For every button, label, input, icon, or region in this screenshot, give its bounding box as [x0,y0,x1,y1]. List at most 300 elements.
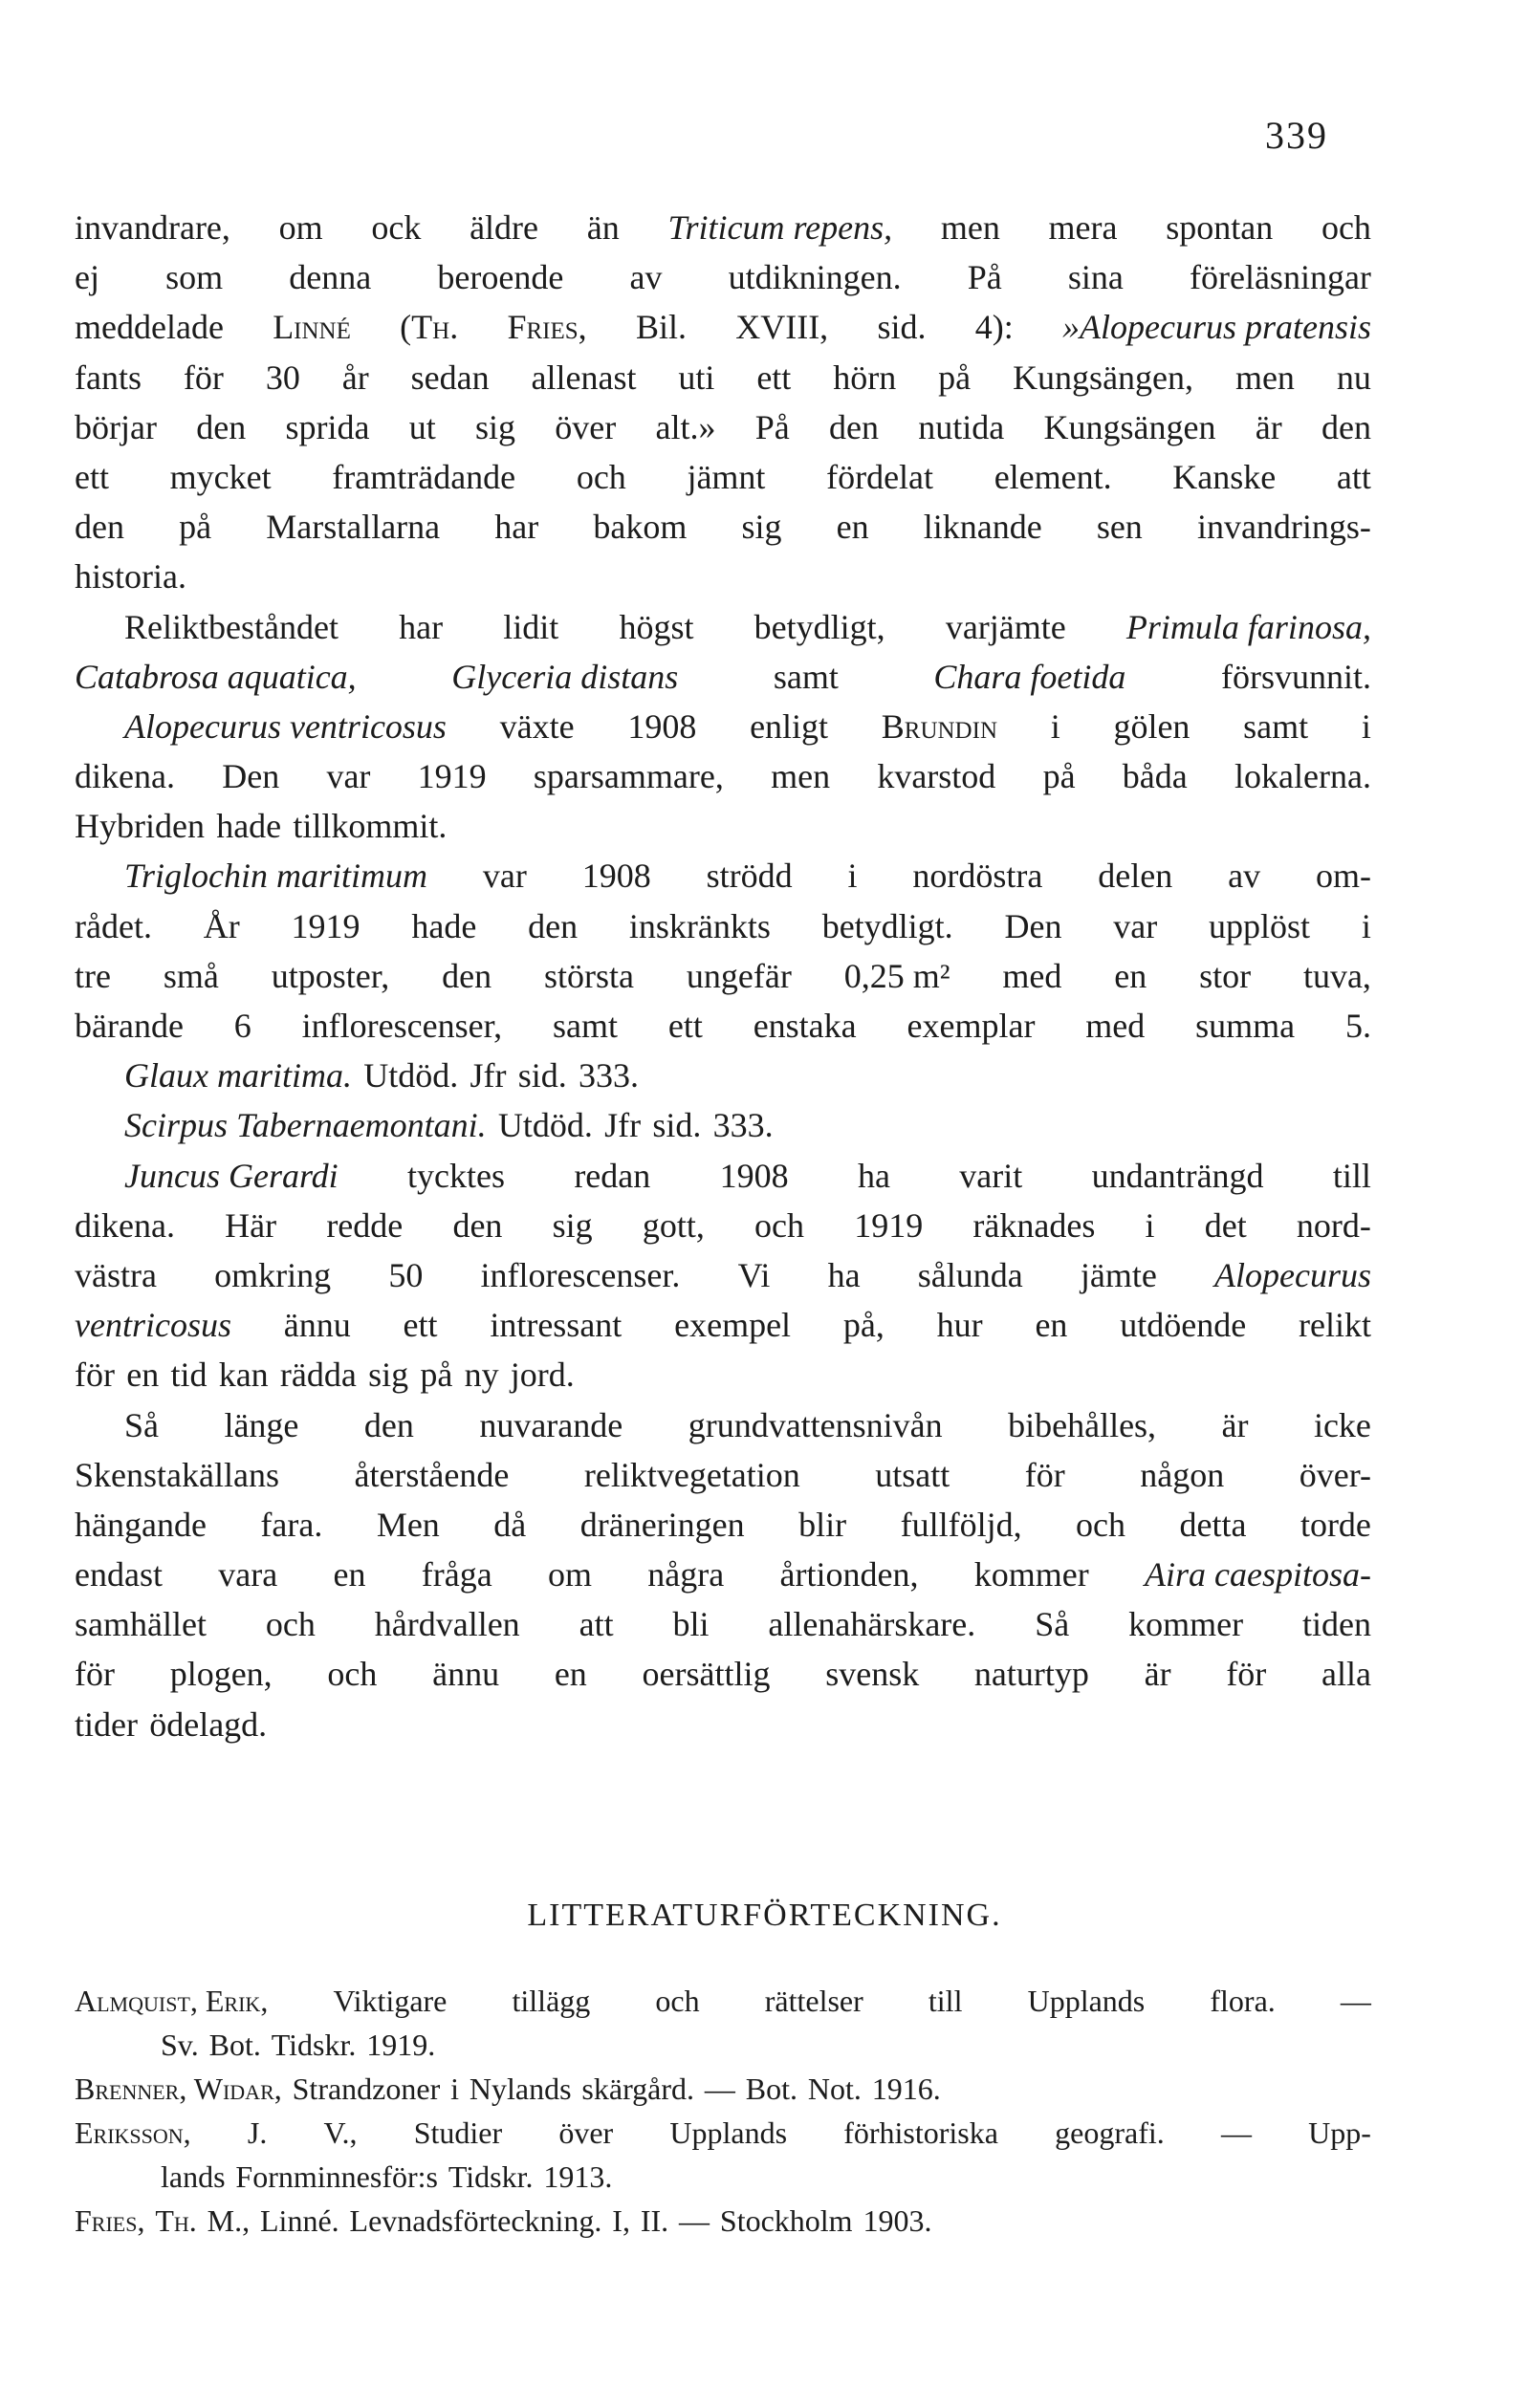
text-segment: Levnadsförteckning. [349,2203,602,2238]
text-segment: 1916. [871,2072,941,2106]
text-segment: och [265,1605,316,1644]
reference-line [75,2023,1371,2067]
text-segment: I, [612,2203,630,2238]
text-segment: På [967,258,1002,297]
text-segment: Upp- [1308,2115,1371,2150]
text-line [75,652,1371,702]
text-segment: plogen, [169,1655,273,1694]
text-segment: reliktvegetation [583,1455,800,1494]
text-segment: På [754,407,790,446]
text-segment: för [75,1356,115,1395]
text-segment: sid. [517,1056,567,1096]
text-segment: återstående [354,1455,510,1494]
text-segment: 1908 [719,1156,789,1195]
text-segment: ett [667,1007,703,1045]
text-segment: delen [1098,857,1173,896]
text-segment: 1919 [291,906,360,945]
text-segment: Th. [155,2203,197,2238]
text-segment: nutida [918,407,1005,446]
text-segment: Kungsängen [1043,407,1216,446]
reference-list [75,1979,1371,2243]
text-segment: detta [1179,1505,1247,1544]
text-segment: 0,25 m² [843,956,950,995]
text-segment: sprida [285,407,370,446]
text-segment: torde [1300,1505,1371,1544]
text-segment: på [938,358,972,397]
text-segment: utsatt [875,1455,950,1494]
text-segment: exempel [674,1306,792,1345]
text-segment: betydligt, [754,607,885,646]
text-segment: och [655,1984,700,2018]
text-segment: ett [403,1306,438,1345]
text-segment: samt [1243,706,1309,746]
text-segment: tuva, [1302,956,1371,995]
text-segment: tider [75,1704,138,1744]
text-segment: och [327,1655,378,1694]
text-segment: om- [1315,857,1371,896]
text-segment: var [482,857,527,896]
text-segment: kvarstod [877,757,996,796]
text-segment: nu [1336,358,1371,397]
text-segment: mera [1048,208,1118,247]
text-segment: år [341,358,369,397]
text-segment: fråga [421,1555,492,1594]
text-segment: den [442,956,492,995]
text-segment: ock [371,208,422,247]
text-segment: hade [411,906,477,945]
text-line [75,602,1371,652]
text-segment: för [1226,1655,1267,1694]
text-segment: tid [170,1356,208,1395]
text-segment: än [586,208,620,247]
text-line [75,901,1371,951]
text-segment: den [363,1405,414,1444]
text-segment: över [558,2115,614,2150]
body-text [75,203,1371,1749]
text-segment: J. [247,2115,268,2150]
text-segment: har [399,607,444,646]
text-segment: på [1042,757,1076,796]
text-segment: — [1340,1984,1371,2018]
text-segment: Men [376,1505,440,1544]
text-segment: omkring [214,1255,332,1294]
text-segment: fants [75,358,142,397]
text-segment: med [1085,1007,1146,1045]
text-line [75,801,1371,851]
text-segment: Not. [807,2072,862,2106]
text-segment: bli [672,1605,710,1644]
text-segment: Triticum repens, [667,208,893,247]
text-segment: svensk [825,1655,920,1694]
text-line [75,1300,1371,1350]
text-segment: för [75,1655,115,1694]
text-segment: Linné [273,308,351,347]
text-segment: är [1221,1405,1249,1444]
text-segment: 1919. [366,2028,436,2062]
text-segment: sid. [652,1106,702,1145]
text-segment: ventricosus [75,1306,231,1345]
text-segment: och [1076,1505,1126,1544]
text-segment: varit [959,1156,1023,1195]
text-segment: växte [499,706,575,746]
text-segment: förhistoriska [843,2115,998,2150]
text-segment: det [1204,1205,1247,1245]
text-segment: en [554,1655,587,1694]
text-segment: tiden [1301,1605,1371,1644]
text-segment: 4): [974,308,1014,347]
text-segment: sig [741,508,782,547]
reference-line [75,2067,1371,2111]
text-segment: årtionden, [779,1555,919,1594]
text-segment: gölen [1113,706,1190,746]
text-segment: tillkommit. [293,807,448,846]
text-segment: Fornminnesför:s [235,2159,438,2194]
text-line [75,851,1371,900]
text-segment: då [493,1505,527,1544]
text-segment: Strandzoner [292,2072,441,2106]
text-line [75,1001,1371,1051]
text-line [75,1550,1371,1599]
text-segment: Aira caespitosa- [1145,1555,1371,1594]
text-segment: alt.» [655,407,716,446]
text-segment: År [203,906,240,945]
text-segment: Jfr [470,1056,507,1096]
text-segment: Triglochin maritimum [124,857,428,896]
text-segment: 333. [578,1056,639,1096]
text-segment: Upplands [669,2115,788,2150]
text-segment: Brundin [881,706,997,746]
text-segment: Alopecurus ventricosus [124,706,447,746]
text-segment: hörn [833,358,897,397]
text-segment: utposter, [271,956,390,995]
text-segment: sig [368,1356,409,1395]
text-segment: nord- [1296,1205,1371,1245]
text-segment: hur [936,1306,983,1345]
text-segment: ännu [283,1306,351,1345]
text-segment: en [333,1555,366,1594]
text-segment: icke [1313,1405,1371,1444]
text-segment: lokalerna. [1234,757,1371,796]
text-segment: Sv. [161,2028,199,2062]
text-segment: 1913. [543,2159,613,2194]
text-line [75,502,1371,552]
text-segment: Studier [413,2115,503,2150]
text-segment: lidit [503,607,559,646]
text-segment: historia. [75,557,186,597]
text-line [75,353,1371,402]
reference-line [75,2111,1371,2155]
text-segment: Primula farinosa, [1125,607,1371,646]
text-segment: tycktes [406,1156,505,1195]
text-segment: Den [222,757,280,796]
text-segment: föreläsningar [1190,258,1371,297]
text-segment: Juncus Gerardi [124,1156,339,1195]
text-segment: 333. [712,1106,774,1145]
text-segment: Marstallarna [266,508,441,547]
text-segment: sparsammare, [533,757,724,796]
reference-line [75,2199,1371,2243]
text-segment: att [1336,457,1371,496]
text-segment: och [1321,208,1371,247]
text-segment: Viktigare [333,1984,448,2018]
text-segment: hängande [75,1505,207,1544]
text-segment: framträdande [332,457,516,496]
text-segment: är [1255,407,1282,446]
text-segment: hade [216,807,282,846]
text-segment: 6 [233,1007,251,1045]
text-segment: Scirpus Tabernaemontani. [124,1106,487,1145]
text-segment: Nylands [469,2072,572,2106]
text-segment: alla [1321,1655,1371,1694]
text-line [75,1700,1371,1749]
text-segment: Skenstakällans [75,1455,279,1494]
text-line [75,1500,1371,1550]
text-segment: element. [994,457,1112,496]
text-segment: sålunda [917,1255,1023,1294]
text-segment: 1908 [581,857,651,896]
text-segment: mycket [169,457,272,496]
text-segment: på, [842,1306,885,1345]
text-segment: ha [827,1255,861,1294]
text-line [75,1450,1371,1500]
text-segment: Bot. [745,2072,797,2106]
text-segment: — [679,2203,710,2238]
text-segment: kommer [973,1555,1089,1594]
text-segment: samt [552,1007,618,1045]
text-segment: beroende [437,258,564,297]
text-segment: naturtyp [973,1655,1089,1694]
text-line [75,1350,1371,1399]
text-segment: meddelade [75,308,224,347]
text-segment: Jfr [604,1106,642,1145]
text-segment: Tidskr. [448,2159,534,2194]
text-segment: — [1220,2115,1252,2150]
text-segment: den [1321,407,1371,446]
text-segment: jord. [510,1356,575,1395]
text-segment: ej [75,258,99,297]
text-segment: för [183,358,224,397]
text-segment: Fries, [507,308,587,347]
page-number: 339 [1265,114,1328,157]
reference-line [75,2155,1371,2199]
text-line [75,1151,1371,1201]
text-line [75,552,1371,601]
text-segment: denna [289,258,372,297]
text-segment: nuvarande [479,1405,623,1444]
text-segment: geografi. [1055,2115,1165,2150]
text-segment: på [420,1356,453,1395]
text-segment: största [544,956,634,995]
text-segment: med [1002,956,1062,995]
text-segment: i [1145,1205,1155,1245]
text-segment: upplöst [1209,906,1311,945]
text-line [75,951,1371,1001]
text-segment: kan [218,1356,269,1395]
text-segment: ny [464,1356,499,1395]
text-segment: redde [326,1205,404,1245]
text-segment: till [928,1984,963,2018]
text-segment: Glyceria distans [451,657,679,696]
text-segment: fara. [260,1505,323,1544]
text-segment: nordöstra [912,857,1043,896]
reference-line [75,1979,1371,2023]
text-segment: på [179,508,212,547]
text-segment: var [1113,906,1158,945]
text-segment: en [836,508,869,547]
text-segment: och [754,1205,805,1245]
text-segment: M., [207,2203,251,2238]
text-segment: spontan [1166,208,1274,247]
text-segment: Glaux maritima. [124,1056,352,1096]
text-segment: små [163,956,219,995]
text-segment: i [1361,906,1371,945]
text-segment: ett [756,358,792,397]
text-line [75,402,1371,452]
text-segment: 1919 [854,1205,924,1245]
text-segment: Eriksson, [75,2115,191,2150]
text-segment: över [555,407,617,446]
text-segment: varjämte [945,607,1066,646]
text-segment: om [547,1555,592,1594]
text-segment: den [829,407,880,446]
text-segment: den [75,508,124,547]
text-segment: och [576,457,626,496]
text-segment: Kungsängen, [1013,358,1194,397]
text-segment: (Th. [400,308,459,347]
text-segment: är [1144,1655,1171,1694]
text-segment: inskränkts [628,906,771,945]
text-segment: hårdvallen [374,1605,520,1644]
text-segment: redan [574,1156,651,1195]
text-line [75,1100,1371,1150]
text-segment: Chara foetida [933,657,1126,696]
text-segment: fullföljd, [900,1505,1022,1544]
text-line [75,1250,1371,1300]
text-line [75,1201,1371,1250]
text-segment: strödd [706,857,793,896]
text-segment: ungefär [686,956,792,995]
text-segment: har [494,508,539,547]
text-segment: en [1035,1306,1068,1345]
text-segment: som [165,258,224,297]
text-segment: jämte [1080,1255,1157,1294]
text-segment: Utdöd. [497,1106,593,1145]
text-segment: i [1361,706,1371,746]
text-segment: grundvattensnivån [688,1405,943,1444]
text-segment: för [1024,1455,1065,1494]
text-segment: Catabrosa aquatica, [75,657,357,696]
text-segment: flora. [1210,1984,1276,2018]
text-segment: fördelat [826,457,934,496]
text-segment: utdöende [1120,1306,1247,1345]
text-segment: stor [1199,956,1252,995]
text-segment: Fries, [75,2203,145,2238]
text-segment: allenast [531,358,637,397]
text-segment: oersättlig [642,1655,771,1694]
text-segment: endast [75,1555,163,1594]
text-segment: ännu [432,1655,500,1694]
text-segment: intressant [490,1306,623,1345]
text-segment: men [771,757,831,796]
text-segment: sina [1067,258,1124,297]
text-segment: sid. [877,308,927,347]
text-line [75,1599,1371,1649]
text-segment: Brenner, Widar, [75,2072,282,2106]
section-heading: LITTERATURFÖRTECKNING. [527,1898,1002,1933]
text-segment: XVIII, [735,308,829,347]
text-segment: II. [640,2203,669,2238]
text-segment: ha [857,1156,890,1195]
text-line [75,1051,1371,1100]
text-segment: Bot. [208,2028,261,2062]
text-segment: utdikningen. [728,258,902,297]
text-segment: Här [225,1205,277,1245]
text-segment: undanträngd [1091,1156,1264,1195]
text-segment: en [126,1356,160,1395]
text-segment: bakom [593,508,688,547]
text-segment: den [528,906,579,945]
text-segment: Linné. [260,2203,339,2238]
text-segment: Vi [737,1255,771,1294]
text-segment: Alopecurus [1214,1255,1371,1294]
text-segment: till [1332,1156,1371,1195]
text-segment: Utdöd. [363,1056,459,1096]
text-segment: några [647,1555,725,1594]
text-line [75,452,1371,502]
text-segment: men [940,208,1000,247]
text-segment: inflorescenser. [480,1255,681,1294]
text-segment: vara [218,1555,278,1594]
text-segment: samhället [75,1605,207,1644]
text-segment: tre [75,956,111,995]
text-segment: allenahärskare. [768,1605,976,1644]
text-segment: jämnt [687,457,766,496]
text-segment: sig [475,407,516,446]
text-segment: sig [552,1205,593,1245]
text-line [75,203,1371,252]
text-line [75,751,1371,801]
text-segment: av [629,258,663,297]
text-segment: sen [1096,508,1143,547]
text-segment: en [1114,956,1147,995]
text-segment: men [1234,358,1295,397]
text-segment: Tidskr. [271,2028,357,2062]
text-segment: tillägg [512,1984,591,2018]
text-segment: rättelser [764,1984,863,2018]
text-segment: kommer [1128,1605,1244,1644]
text-segment: högst [619,607,694,646]
text-segment: invandrings- [1196,508,1371,547]
text-segment: att [579,1605,614,1644]
text-segment: rådet. [75,906,152,945]
text-segment: — [704,2072,735,2106]
text-segment: liknande [923,508,1042,547]
text-segment: räknades [972,1205,1096,1245]
text-segment: betydligt. [821,906,953,945]
text-line [75,1649,1371,1699]
text-segment: Stockholm [719,2203,853,2238]
text-segment: om [278,208,323,247]
text-segment: bibehålles, [1008,1405,1157,1444]
text-segment: båda [1122,757,1188,796]
text-segment: samt [773,657,839,696]
text-segment: enligt [750,706,829,746]
text-segment: över- [1299,1455,1371,1494]
text-segment: av [1228,857,1261,896]
text-segment: 1919 [417,757,487,796]
text-segment: Den [1004,906,1062,945]
text-segment: inflorescenser, [301,1007,503,1045]
